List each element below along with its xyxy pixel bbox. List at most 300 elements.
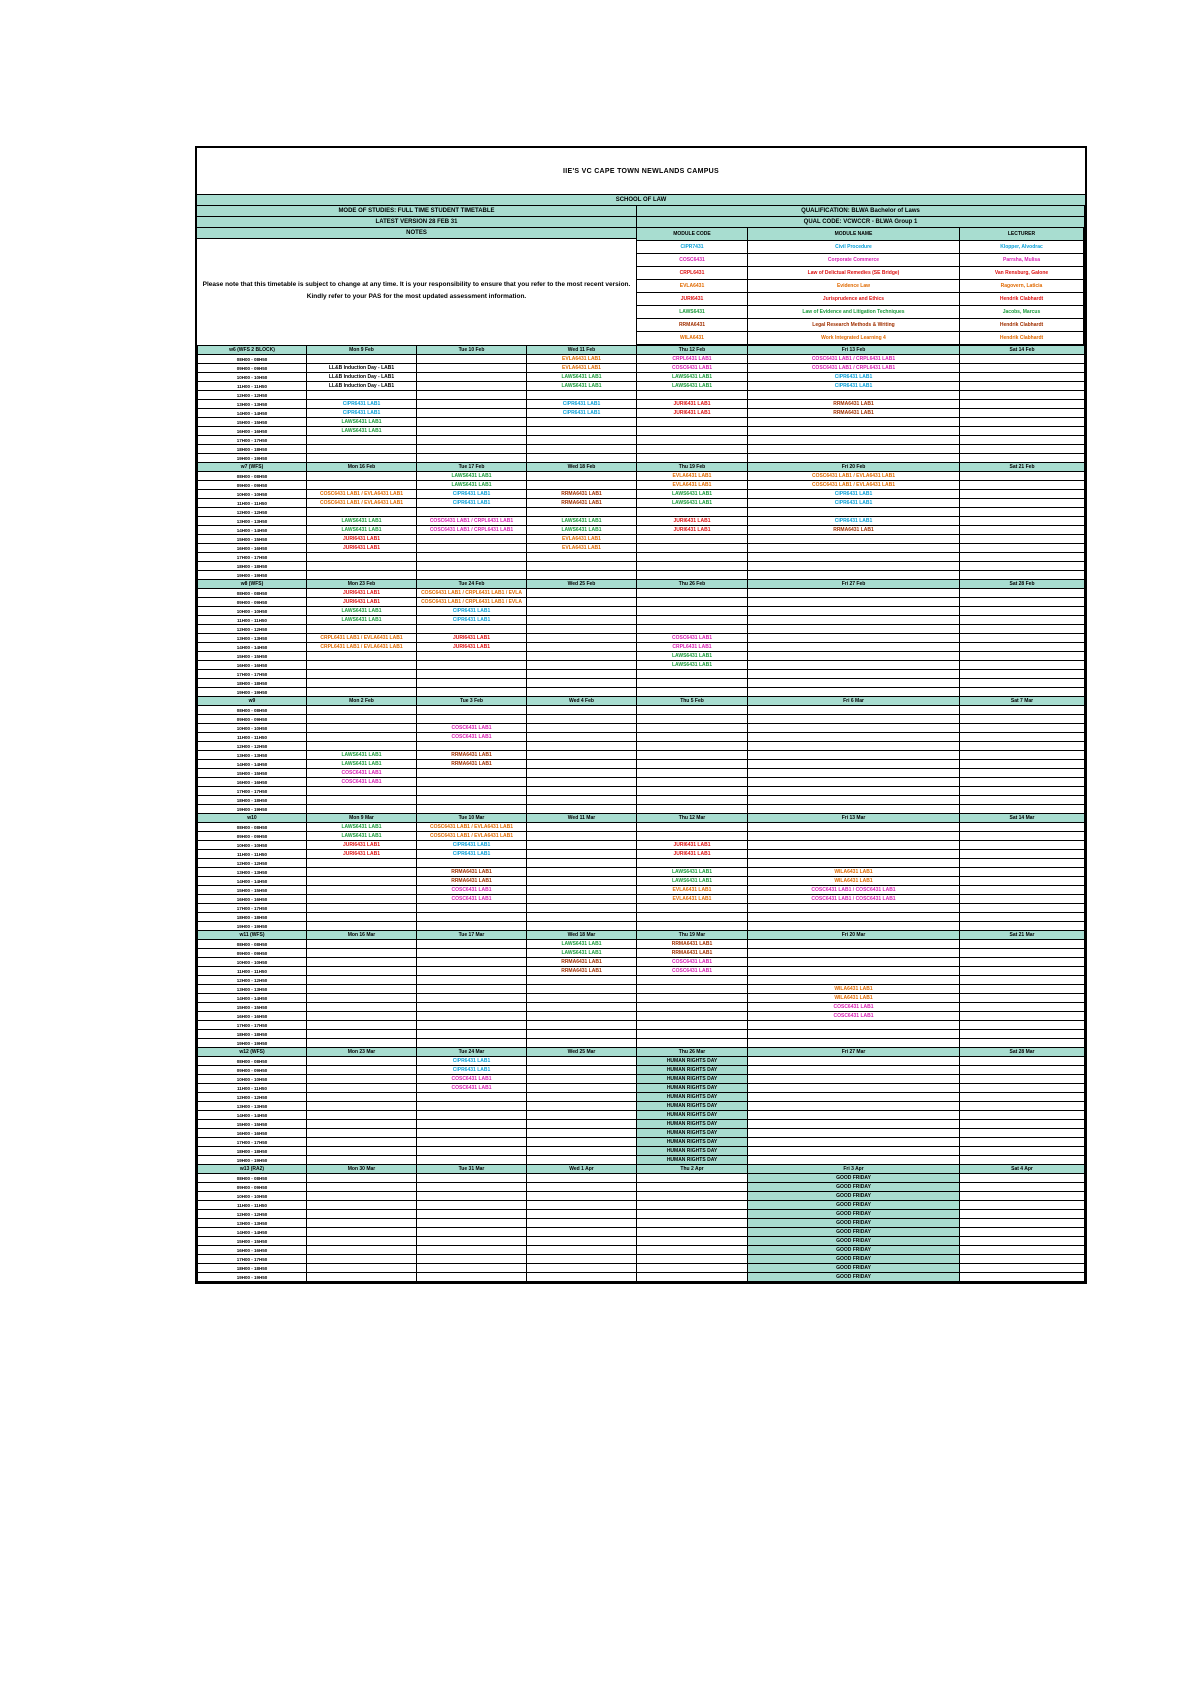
day-header: Mon 23 Mar <box>307 1048 417 1057</box>
time-slot: 10H00 - 10H50 <box>198 607 307 616</box>
time-slot: 13H00 - 13H50 <box>198 985 307 994</box>
school-band: SCHOOL OF LAW <box>197 195 1085 206</box>
time-row <box>198 967 1085 976</box>
class-slot <box>748 760 960 769</box>
module-code: COSC6431 <box>637 254 748 267</box>
class-slot <box>748 679 960 688</box>
class-slot <box>960 904 1085 913</box>
class-slot: LAWS6431 LAB1 <box>527 526 637 535</box>
class-slot: JURI6431 LAB1 <box>307 598 417 607</box>
module-lecturer: Hendrik Clabhardt <box>960 319 1084 332</box>
class-slot <box>527 922 637 931</box>
time-slot: 18H00 - 18H50 <box>198 796 307 805</box>
class-slot: RRMA6431 LAB1 <box>748 409 960 418</box>
week-label: w11 (WFS) <box>198 931 307 940</box>
time-slot: 11H00 - 11H50 <box>198 1201 307 1210</box>
class-slot <box>417 778 527 787</box>
class-slot <box>960 1120 1085 1129</box>
class-slot <box>307 652 417 661</box>
time-row <box>198 1084 1085 1093</box>
class-slot <box>637 1192 748 1201</box>
class-slot <box>960 1174 1085 1183</box>
class-slot <box>307 661 417 670</box>
class-slot <box>748 1066 960 1075</box>
time-row <box>198 922 1085 931</box>
class-slot <box>960 1039 1085 1048</box>
time-slot: 17H00 - 17H50 <box>198 670 307 679</box>
class-slot <box>748 769 960 778</box>
class-slot <box>417 1183 527 1192</box>
class-slot: LAWS6431 LAB1 <box>307 832 417 841</box>
class-slot: JURI6431 LAB1 <box>307 841 417 850</box>
class-slot <box>307 976 417 985</box>
class-slot <box>527 778 637 787</box>
class-slot: HUMAN RIGHTS DAY <box>637 1111 748 1120</box>
day-header: Sat 28 Feb <box>960 580 1085 589</box>
class-slot: COSC6431 LAB1 / EVLA6431 LAB1 <box>307 499 417 508</box>
time-slot: 17H00 - 17H50 <box>198 436 307 445</box>
class-slot <box>527 1255 637 1264</box>
class-slot <box>960 607 1085 616</box>
class-slot <box>960 823 1085 832</box>
class-slot <box>960 1156 1085 1165</box>
time-row <box>198 949 1085 958</box>
time-slot: 10H00 - 10H50 <box>198 1075 307 1084</box>
week-label: w10 <box>198 814 307 823</box>
time-slot: 16H00 - 16H50 <box>198 544 307 553</box>
time-row <box>198 544 1085 553</box>
class-slot: JURI6431 LAB1 <box>637 409 748 418</box>
module-lecturer: Parrsha, Mulisa <box>960 254 1084 267</box>
time-row <box>198 1264 1085 1273</box>
time-row <box>198 1138 1085 1147</box>
class-slot: LL&B Induction Day - LAB1 <box>307 373 417 382</box>
time-row <box>198 1030 1085 1039</box>
time-slot: 19H00 - 19H50 <box>198 454 307 463</box>
class-slot: COSC6431 LAB1 <box>307 769 417 778</box>
class-slot <box>307 967 417 976</box>
class-slot: COSC6431 LAB1 <box>748 1012 960 1021</box>
class-slot: LAWS6431 LAB1 <box>637 382 748 391</box>
class-slot <box>960 886 1085 895</box>
time-slot: 09H00 - 09H50 <box>198 598 307 607</box>
time-slot: 13H00 - 13H50 <box>198 400 307 409</box>
time-row <box>198 499 1085 508</box>
time-row <box>198 859 1085 868</box>
class-slot <box>417 769 527 778</box>
class-slot <box>748 1030 960 1039</box>
mode-of-studies: MODE OF STUDIES: FULL TIME STUDENT TIMETABLE <box>197 206 636 217</box>
class-slot <box>748 607 960 616</box>
time-row <box>198 373 1085 382</box>
time-slot: 12H00 - 12H50 <box>198 1210 307 1219</box>
class-slot <box>748 553 960 562</box>
time-row <box>198 715 1085 724</box>
class-slot <box>307 1138 417 1147</box>
class-slot <box>960 1246 1085 1255</box>
class-slot <box>637 913 748 922</box>
class-slot <box>637 598 748 607</box>
class-slot <box>637 1273 748 1282</box>
module-name: Jurisprudence and Ethics <box>748 293 960 306</box>
class-slot <box>307 787 417 796</box>
class-slot <box>417 1111 527 1120</box>
class-slot <box>527 1093 637 1102</box>
campus-title: IIE'S VC CAPE TOWN NEWLANDS CAMPUS <box>197 148 1085 195</box>
class-slot <box>417 1156 527 1165</box>
class-slot: RRMA6431 LAB1 <box>417 751 527 760</box>
class-slot: COSC6431 LAB1 <box>637 958 748 967</box>
class-slot: EVLA6431 LAB1 <box>637 481 748 490</box>
class-slot <box>637 1030 748 1039</box>
class-slot <box>960 796 1085 805</box>
class-slot: HUMAN RIGHTS DAY <box>637 1156 748 1165</box>
week-header-row <box>198 814 1085 823</box>
class-slot <box>960 643 1085 652</box>
class-slot <box>307 391 417 400</box>
header-grid <box>197 206 1085 345</box>
class-slot <box>527 859 637 868</box>
class-slot <box>307 805 417 814</box>
class-slot <box>960 409 1085 418</box>
class-slot <box>637 1021 748 1030</box>
time-slot: 14H00 - 14H50 <box>198 760 307 769</box>
class-slot <box>527 886 637 895</box>
class-slot <box>960 382 1085 391</box>
day-header: Tue 10 Feb <box>417 346 527 355</box>
time-slot: 11H00 - 11H50 <box>198 499 307 508</box>
class-slot <box>417 706 527 715</box>
class-slot <box>307 445 417 454</box>
module-table <box>637 228 1084 345</box>
class-slot: GOOD FRIDAY <box>748 1273 960 1282</box>
class-slot <box>417 715 527 724</box>
class-slot <box>960 589 1085 598</box>
time-row <box>198 1210 1085 1219</box>
class-slot <box>748 1021 960 1030</box>
time-row <box>198 436 1085 445</box>
class-slot: CIPR6431 LAB1 <box>748 382 960 391</box>
class-slot <box>417 652 527 661</box>
class-slot <box>637 418 748 427</box>
class-slot <box>307 715 417 724</box>
class-slot: CIPR6431 LAB1 <box>527 400 637 409</box>
time-slot: 09H00 - 09H50 <box>198 715 307 724</box>
time-slot: 09H00 - 09H50 <box>198 364 307 373</box>
time-slot: 15H00 - 15H50 <box>198 886 307 895</box>
class-slot <box>307 895 417 904</box>
week-header-row <box>198 580 1085 589</box>
class-slot <box>307 1039 417 1048</box>
class-slot <box>527 877 637 886</box>
class-slot: GOOD FRIDAY <box>748 1201 960 1210</box>
class-slot <box>527 670 637 679</box>
time-row <box>198 778 1085 787</box>
time-row <box>198 706 1085 715</box>
class-slot: COSC6431 LAB1 / EVLA6431 LAB1 <box>307 490 417 499</box>
class-slot <box>960 481 1085 490</box>
time-row <box>198 355 1085 364</box>
class-slot <box>637 724 748 733</box>
class-slot: LAWS6431 LAB1 <box>417 481 527 490</box>
day-header: Thu 12 Mar <box>637 814 748 823</box>
class-slot <box>748 778 960 787</box>
class-slot <box>637 796 748 805</box>
class-slot <box>527 913 637 922</box>
time-row <box>198 994 1085 1003</box>
time-row <box>198 616 1085 625</box>
class-slot <box>307 796 417 805</box>
class-slot: JURI6431 LAB1 <box>637 526 748 535</box>
time-row <box>198 427 1085 436</box>
class-slot <box>527 1039 637 1048</box>
class-slot <box>307 1228 417 1237</box>
class-slot <box>960 967 1085 976</box>
class-slot <box>748 1057 960 1066</box>
class-slot: CIPR6431 LAB1 <box>307 409 417 418</box>
time-row <box>198 985 1085 994</box>
day-header: Tue 24 Feb <box>417 580 527 589</box>
time-row <box>198 364 1085 373</box>
class-slot: RRMA6431 LAB1 <box>417 868 527 877</box>
time-slot: 12H00 - 12H50 <box>198 976 307 985</box>
module-name: Work Integrated Learning 4 <box>748 332 960 345</box>
time-row <box>198 850 1085 859</box>
class-slot: HUMAN RIGHTS DAY <box>637 1093 748 1102</box>
class-slot <box>417 1102 527 1111</box>
time-row <box>198 688 1085 697</box>
class-slot: LAWS6431 LAB1 <box>527 373 637 382</box>
class-slot <box>307 904 417 913</box>
class-slot <box>527 679 637 688</box>
time-slot: 16H00 - 16H50 <box>198 1012 307 1021</box>
class-slot <box>307 922 417 931</box>
time-row <box>198 886 1085 895</box>
time-row <box>198 589 1085 598</box>
class-slot <box>960 913 1085 922</box>
class-slot <box>527 1147 637 1156</box>
class-slot <box>527 661 637 670</box>
time-row <box>198 679 1085 688</box>
class-slot <box>960 850 1085 859</box>
class-slot <box>417 976 527 985</box>
day-header: Sat 7 Mar <box>960 697 1085 706</box>
day-header: Wed 11 Feb <box>527 346 637 355</box>
time-row <box>198 1246 1085 1255</box>
class-slot <box>748 634 960 643</box>
class-slot <box>527 832 637 841</box>
class-slot <box>637 922 748 931</box>
class-slot <box>307 994 417 1003</box>
class-slot <box>417 742 527 751</box>
class-slot <box>307 877 417 886</box>
class-slot <box>417 670 527 679</box>
class-slot <box>307 949 417 958</box>
class-slot <box>307 913 417 922</box>
time-slot: 12H00 - 12H50 <box>198 625 307 634</box>
time-row <box>198 400 1085 409</box>
class-slot: LAWS6431 LAB1 <box>307 526 417 535</box>
time-row <box>198 409 1085 418</box>
class-slot <box>960 436 1085 445</box>
class-slot: LAWS6431 LAB1 <box>637 661 748 670</box>
class-slot <box>307 958 417 967</box>
class-slot <box>527 1183 637 1192</box>
time-row <box>198 391 1085 400</box>
class-slot <box>417 994 527 1003</box>
class-slot <box>527 508 637 517</box>
time-slot: 16H00 - 16H50 <box>198 778 307 787</box>
class-slot <box>527 1075 637 1084</box>
class-slot <box>307 1075 417 1084</box>
class-slot <box>960 616 1085 625</box>
class-slot: LAWS6431 LAB1 <box>307 418 417 427</box>
week-header-row <box>198 1048 1085 1057</box>
day-header: Mon 16 Feb <box>307 463 417 472</box>
class-slot <box>307 706 417 715</box>
class-slot <box>417 1012 527 1021</box>
time-slot: 08H00 - 08H50 <box>198 355 307 364</box>
class-slot <box>527 418 637 427</box>
class-slot: COSC6431 LAB1 <box>637 634 748 643</box>
class-slot <box>748 643 960 652</box>
class-slot <box>417 904 527 913</box>
time-slot: 08H00 - 08H50 <box>198 823 307 832</box>
time-slot: 10H00 - 10H50 <box>198 1192 307 1201</box>
header-right <box>637 206 1085 345</box>
class-slot <box>637 1201 748 1210</box>
class-slot <box>748 949 960 958</box>
class-slot <box>637 436 748 445</box>
class-slot <box>637 1003 748 1012</box>
day-header: Thu 19 Mar <box>637 931 748 940</box>
class-slot <box>527 1066 637 1075</box>
timetable-sheet <box>195 146 1087 1284</box>
class-slot <box>637 715 748 724</box>
module-name: Law of Evidence and Litigation Techniques <box>748 306 960 319</box>
class-slot: HUMAN RIGHTS DAY <box>637 1084 748 1093</box>
class-slot: HUMAN RIGHTS DAY <box>637 1120 748 1129</box>
class-slot <box>417 1192 527 1201</box>
class-slot: LAWS6431 LAB1 <box>307 517 417 526</box>
class-slot <box>960 445 1085 454</box>
class-slot <box>960 553 1085 562</box>
time-row <box>198 769 1085 778</box>
time-slot: 11H00 - 11H50 <box>198 850 307 859</box>
time-slot: 19H00 - 19H50 <box>198 922 307 931</box>
class-slot <box>637 1012 748 1021</box>
class-slot <box>307 1147 417 1156</box>
week-label: w8 (WFS) <box>198 580 307 589</box>
class-slot <box>527 706 637 715</box>
time-slot: 08H00 - 08H50 <box>198 940 307 949</box>
time-slot: 08H00 - 08H50 <box>198 472 307 481</box>
class-slot <box>960 760 1085 769</box>
class-slot: GOOD FRIDAY <box>748 1237 960 1246</box>
class-slot <box>307 472 417 481</box>
class-slot <box>307 1237 417 1246</box>
class-slot: LAWS6431 LAB1 <box>307 607 417 616</box>
class-slot <box>960 805 1085 814</box>
class-slot <box>417 1093 527 1102</box>
class-slot <box>527 1201 637 1210</box>
class-slot <box>637 589 748 598</box>
class-slot: COSC6431 LAB1 / COSC6431 LAB1 <box>748 895 960 904</box>
class-slot <box>637 805 748 814</box>
day-header: Tue 17 Mar <box>417 931 527 940</box>
class-slot <box>748 625 960 634</box>
class-slot <box>527 985 637 994</box>
time-slot: 11H00 - 11H50 <box>198 616 307 625</box>
class-slot <box>307 454 417 463</box>
time-row <box>198 742 1085 751</box>
class-slot <box>637 1246 748 1255</box>
class-slot <box>960 958 1085 967</box>
class-slot <box>960 661 1085 670</box>
version-label: LATEST VERSION 28 FEB 31 <box>197 217 636 228</box>
class-slot <box>637 733 748 742</box>
class-slot: RRMA6431 LAB1 <box>527 958 637 967</box>
class-slot <box>960 670 1085 679</box>
class-slot <box>748 1093 960 1102</box>
class-slot: LL&B Induction Day - LAB1 <box>307 364 417 373</box>
class-slot: WILA6431 LAB1 <box>748 877 960 886</box>
timetable-grid <box>197 345 1085 1282</box>
class-slot <box>417 1030 527 1039</box>
class-slot <box>960 472 1085 481</box>
class-slot: COSC6431 LAB1 / CRPL6431 LAB1 <box>748 355 960 364</box>
time-slot: 19H00 - 19H50 <box>198 571 307 580</box>
class-slot: EVLA6431 LAB1 <box>527 535 637 544</box>
class-slot <box>637 391 748 400</box>
class-slot: CRPL6431 LAB1 <box>637 355 748 364</box>
class-slot: EVLA6431 LAB1 <box>527 355 637 364</box>
week-label: w9 <box>198 697 307 706</box>
class-slot: GOOD FRIDAY <box>748 1210 960 1219</box>
class-slot: RRMA6431 LAB1 <box>417 877 527 886</box>
class-slot: GOOD FRIDAY <box>748 1183 960 1192</box>
class-slot <box>307 1066 417 1075</box>
day-header: Wed 11 Mar <box>527 814 637 823</box>
class-slot <box>307 508 417 517</box>
class-slot: COSC6431 LAB1 / EVLA6431 LAB1 <box>417 832 527 841</box>
class-slot <box>307 1021 417 1030</box>
class-slot <box>637 706 748 715</box>
day-header: Thu 12 Feb <box>637 346 748 355</box>
time-row <box>198 526 1085 535</box>
class-slot <box>748 661 960 670</box>
class-slot <box>748 1111 960 1120</box>
class-slot <box>748 976 960 985</box>
class-slot <box>960 1210 1085 1219</box>
module-name: Civil Procedure <box>748 241 960 254</box>
class-slot: CRPL6431 LAB1 / EVLA6431 LAB1 <box>307 643 417 652</box>
class-slot <box>748 1102 960 1111</box>
class-slot <box>527 589 637 598</box>
class-slot: LAWS6431 LAB1 <box>307 751 417 760</box>
class-slot: RRMA6431 LAB1 <box>417 760 527 769</box>
time-row <box>198 571 1085 580</box>
time-row <box>198 823 1085 832</box>
class-slot <box>960 778 1085 787</box>
module-code: LAWS6431 <box>637 306 748 319</box>
day-header: Wed 25 Mar <box>527 1048 637 1057</box>
class-slot <box>417 1120 527 1129</box>
class-slot <box>307 1201 417 1210</box>
class-slot <box>960 1084 1085 1093</box>
time-slot: 09H00 - 09H50 <box>198 481 307 490</box>
day-header: Thu 26 Feb <box>637 580 748 589</box>
